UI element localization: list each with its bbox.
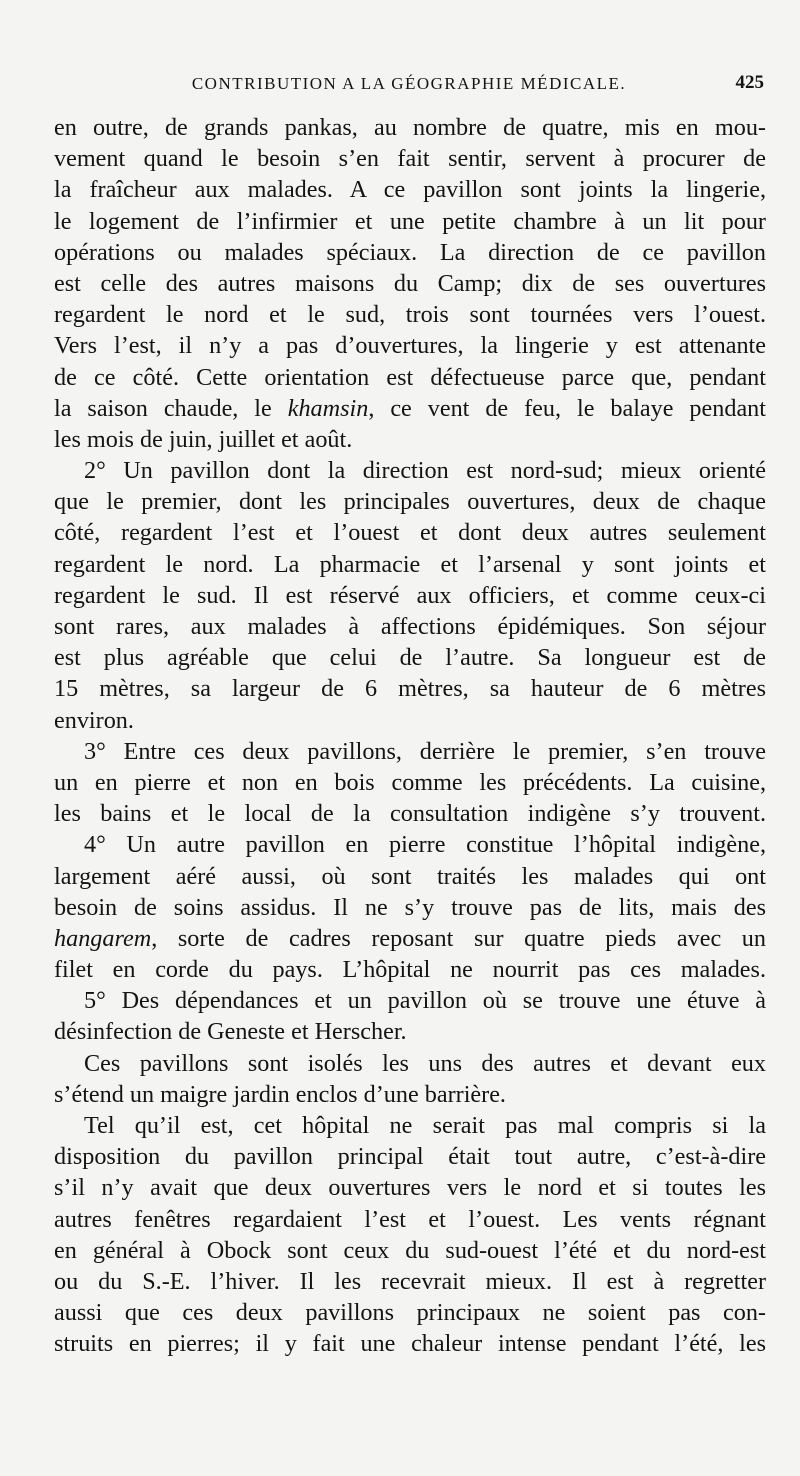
text-line: filet en corde du pays. L’hôpital ne nourrit pas ces malades. <box>54 956 766 984</box>
text-line <box>54 923 766 954</box>
page-number: 425 <box>735 72 764 93</box>
text-line: largement aéré aussi, où sont traités les malades qui ont <box>54 862 766 890</box>
text-line: sont rares, aux malades à affections épidémiques. Son séjour <box>54 613 766 640</box>
text-line: 5° Des dépendances et un pavillon où se trouve une étuve à <box>84 987 766 1015</box>
text-line: regardent le sud. Il est réservé aux officiers, et comme ceux-ci <box>54 581 766 609</box>
text-segment: la saison chaude, le <box>54 394 288 422</box>
text-line: que le premier, dont les principales ouvertures, deux de chaque <box>54 488 766 516</box>
page-top-margin <box>0 0 800 60</box>
text-line: opérations ou malades spéciaux. La direction de ce pavillon <box>54 238 766 266</box>
text-line: Ces pavillons sont isolés les uns des autres et devant eux <box>84 1049 766 1077</box>
text-line: struits en pierres; il y fait une chaleur intense pendant l’été, les <box>54 1330 766 1358</box>
text-segment: , sorte de cadres reposant sur quatre pieds avec un <box>151 924 766 952</box>
text-line: autres fenêtres regardaient l’est et l’ouest. Les vents régnant <box>54 1205 766 1233</box>
italic-term: hangarem <box>54 924 152 952</box>
italic-term: khamsin <box>287 394 369 422</box>
text-line: en général à Obock sont ceux du sud-ouest l’été et du nord-est <box>54 1236 766 1264</box>
text-line: s’étend un maigre jardin enclos d’une barrière. <box>54 1080 506 1108</box>
text-line: de ce côté. Cette orientation est défectueuse parce que, pendant <box>54 363 766 391</box>
text-line: 15 mètres, sa largeur de 6 mètres, sa hauteur de 6 mètres <box>54 675 766 703</box>
text-line: le logement de l’infirmier et une petite chambre à un lit pour <box>54 207 766 235</box>
text-line: est celle des autres maisons du Camp; dix de ses ouvertures <box>54 269 766 297</box>
text-line: regardent le nord et le sud, trois sont tournées vers l’ouest. <box>54 301 766 329</box>
text-line: ou du S.-E. l’hiver. Il les recevrait mieux. Il est à regretter <box>54 1267 766 1295</box>
text-line: besoin de soins assidus. Il ne s’y trouve pas de lits, mais des <box>54 893 766 921</box>
text-line: aussi que ces deux pavillons principaux ne soient pas con- <box>54 1299 766 1327</box>
text-line: un en pierre et non en bois comme les précédents. La cuisine, <box>54 768 766 796</box>
text-line: vement quand le besoin s’en fait sentir, servent à procurer de <box>54 145 766 173</box>
text-line: environ. <box>54 706 134 734</box>
text-line: en outre, de grands pankas, au nombre de quatre, mis en mou- <box>54 114 766 141</box>
body-text <box>54 112 766 1360</box>
running-header <box>54 74 764 100</box>
text-line: la fraîcheur aux malades. A ce pavillon sont joints la lingerie, <box>54 176 766 204</box>
text-line <box>54 393 766 424</box>
text-line: 3° Entre ces deux pavillons, derrière le premier, s’en trouve <box>84 737 766 765</box>
text-line: côté, regardent l’est et l’ouest et dont deux autres seulement <box>54 519 766 547</box>
text-segment: , ce vent de feu, le balaye pendant <box>368 394 766 422</box>
text-line: les mois de juin, juillet et août. <box>54 425 353 453</box>
text-line: regardent le nord. La pharmacie et l’arsenal y sont joints et <box>54 550 766 578</box>
text-line: 4° Un autre pavillon en pierre constitue l’hôpital indigène, <box>84 831 766 859</box>
text-line: s’il n’y avait que deux ouvertures vers le nord et si toutes les <box>54 1174 766 1202</box>
text-line: Vers l’est, il n’y a pas d’ouvertures, la lingerie y est attenante <box>54 332 766 360</box>
text-line: disposition du pavillon principal était tout autre, c’est-à-dire <box>54 1143 766 1171</box>
text-line: Tel qu’il est, cet hôpital ne serait pas mal compris si la <box>84 1112 766 1139</box>
text-line: est plus agréable que celui de l’autre. Sa longueur est de <box>54 644 766 672</box>
text-line: désinfection de Geneste et Herscher. <box>54 1018 407 1046</box>
text-line: les bains et le local de la consultation indigène s’y trouvent. <box>54 800 766 828</box>
running-title: CONTRIBUTION A LA GÉOGRAPHIE MÉDICALE. <box>191 74 627 93</box>
text-line: 2° Un pavillon dont la direction est nord-sud; mieux orienté <box>84 457 766 485</box>
